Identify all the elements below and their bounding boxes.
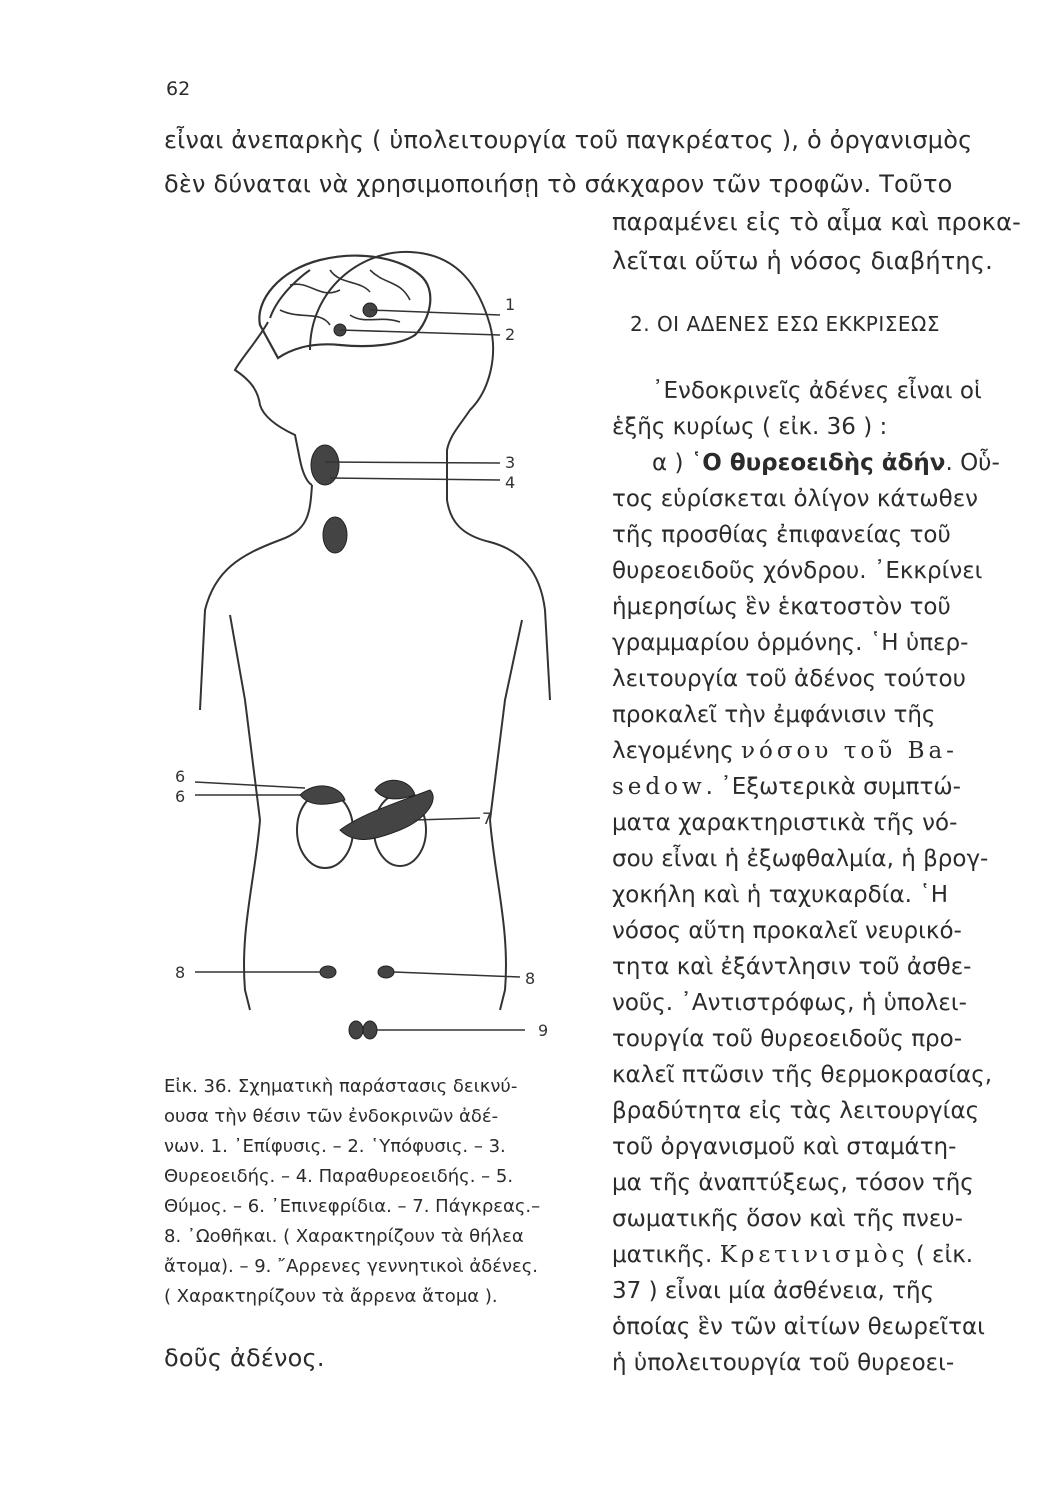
adrenal-right <box>375 780 415 799</box>
waist <box>244 820 260 1010</box>
endocrine-figure <box>160 230 600 1070</box>
body-line <box>612 774 961 800</box>
intro-line-1: εἶναι ἀνεπαρκὴς ( ὑπολειτουργία τοῦ παγκρέατος ), ὁ ὀργανισμὸς <box>164 126 973 154</box>
section-heading: 2. ΟΙ ΑΔΕΝΕΣ ΕΣΩ ΕΚΚΡΙΣΕΩΣ <box>630 312 940 336</box>
thyroid-gland <box>311 445 339 485</box>
body-line: τος εὑρίσκεται ὀλίγον κάτωθεν <box>612 486 979 512</box>
testis-left <box>349 1021 363 1039</box>
figure-label-6a: 6 <box>175 767 186 786</box>
body-line: ἑξῆς κυρίως ( εἰκ. 36 ) : <box>612 414 888 440</box>
body-fragment: ματικῆς. <box>612 1242 713 1268</box>
body-line: ἡμερησίως ἓν ἑκατοστὸν τοῦ <box>612 594 951 620</box>
face-outline <box>235 270 312 485</box>
testis-right <box>363 1021 377 1039</box>
closing-line: δοῦς ἀδένος. <box>164 1344 325 1372</box>
figure-label-9: 9 <box>538 1021 549 1040</box>
body-line: τουργία τοῦ θυρεοειδοῦς προ- <box>612 1026 963 1052</box>
body-line: βραδύτητα εἰς τὰς λειτουργίας <box>612 1098 980 1124</box>
thymus-gland <box>323 517 347 553</box>
body-fragment: . Οὗ- <box>945 450 1000 476</box>
figure-label-7: 7 <box>482 809 493 828</box>
caption-line: Θύμος. – 6. ᾿Επινεφρίδια. – 7. Πάγκρεας.– <box>164 1196 541 1217</box>
body-line: 37 ) εἶναι μία ἀσθένεια, τῆς <box>612 1278 935 1304</box>
body-line: μα τῆς ἀναπτύξεως, τόσον τῆς <box>612 1170 974 1196</box>
enum-marker: α ) <box>652 450 684 476</box>
body-line: νοῦς. ᾿Αντιστρόφως, ἡ ὑπολει- <box>612 990 967 1016</box>
intro-line-4: λεῖται οὕτω ἡ νόσος διαβήτης. <box>612 247 993 275</box>
caption-line: Εἰκ. 36. Σχηματικὴ παράστασις δεικνύ- <box>164 1076 518 1097</box>
caption-line: Θυρεοειδής. – 4. Παραθυρεοειδής. – 5. <box>164 1166 514 1187</box>
body-line <box>612 1242 973 1268</box>
body-line: σου εἶναι ἡ ἐξωφθαλμία, ἡ βρογ- <box>612 846 989 872</box>
body-fragment: ( εἰκ. <box>915 1242 974 1268</box>
intro-line-2: δὲν δύναται νὰ χρησιμοποιήσῃ τὸ σάκχαρον τῶν τροφῶν. Τοῦτο <box>164 170 953 198</box>
body-outline <box>200 485 312 710</box>
page-number: 62 <box>166 78 191 100</box>
body-line: λειτουργία τοῦ ἀδένος τούτου <box>612 666 966 692</box>
thyroid-term: ῾Ο θυρεοειδὴς ἀδήν <box>690 450 946 476</box>
body-line: θυρεοειδοῦς χόνδρου. ᾿Εκκρίνει <box>612 558 983 584</box>
basedow-term: νόσου τοῦ Ba- <box>741 738 958 764</box>
body-line: ὁποίας ἓν τῶν αἰτίων θεωρεῖται <box>612 1314 985 1340</box>
body-fragment: . ᾿Εξωτερικὰ συμπτώ- <box>705 774 961 800</box>
body-line: νόσος αὕτη προκαλεῖ νευρικό- <box>612 918 962 944</box>
left-arm <box>230 615 260 820</box>
figure-label-4: 4 <box>505 473 516 492</box>
body-line: προκαλεῖ τὴν ἐμφάνισιν τῆς <box>612 702 936 728</box>
figure-label-6b: 6 <box>175 787 186 806</box>
figure-label-2: 2 <box>505 325 516 344</box>
caption-line: νων. 1. ᾿Επίφυσις. – 2. ῾Υπόφυσις. – 3. <box>164 1136 506 1157</box>
caption-line: ( Χαρακτηρίζουν τὰ ἄρρενα ἄτομα ). <box>164 1286 498 1307</box>
body-line: τῆς προσθίας ἐπιφανείας τοῦ <box>612 522 951 548</box>
figure-label-8b: 8 <box>525 969 536 988</box>
body-line: γραμμαρίου ὁρμόνης. ῾Η ὑπερ- <box>612 630 969 656</box>
figure-label-8a: 8 <box>175 963 186 982</box>
brain <box>259 256 430 358</box>
figure-label-3: 3 <box>505 453 516 472</box>
body-fragment: λεγομένης <box>612 738 734 764</box>
body-line: τοῦ ὀργανισμοῦ καὶ σταμάτη- <box>612 1134 957 1160</box>
body-line: ᾿Ενδοκρινεῖς ἀδένες εἶναι οἱ <box>652 378 982 404</box>
body-line: χοκήλη καὶ ἡ ταχυκαρδία. ῾Η <box>612 882 949 908</box>
ovary-right <box>378 966 394 978</box>
basedow-term-end: sedow <box>612 774 706 800</box>
ovary-left <box>320 966 336 978</box>
caption-line: ουσα τὴν θέσιν τῶν ἐνδοκρινῶν ἀδέ- <box>164 1106 499 1127</box>
body-line: ματα χαρακτηριστικὰ τῆς νό- <box>612 810 958 836</box>
cretinism-term: Κρετινισμὸς <box>719 1242 909 1268</box>
body-line <box>612 738 958 764</box>
caption-line: ἄτομα). – 9. ῎Αρρενες γεννητικοὶ ἀδένες. <box>164 1256 539 1277</box>
right-arm <box>490 620 522 820</box>
body-line: καλεῖ πτῶσιν τῆς θερμοκρασίας, <box>612 1062 993 1088</box>
figure-label-1: 1 <box>505 295 516 314</box>
body-line: σωματικῆς ὅσον καὶ τῆς πνευ- <box>612 1206 963 1232</box>
body-line <box>652 450 1000 476</box>
body-line: ἡ ὑπολειτουργία τοῦ θυρεοει- <box>612 1350 955 1376</box>
intro-line-3: παραμένει εἰς τὸ αἷμα καὶ προκα- <box>612 208 1022 236</box>
body-line: τητα καὶ ἐξάντλησιν τοῦ ἀσθε- <box>612 954 972 980</box>
caption-line: 8. ᾿Ωοθῆκαι. ( Χαρακτηρίζουν τὰ θήλεα <box>164 1226 524 1247</box>
